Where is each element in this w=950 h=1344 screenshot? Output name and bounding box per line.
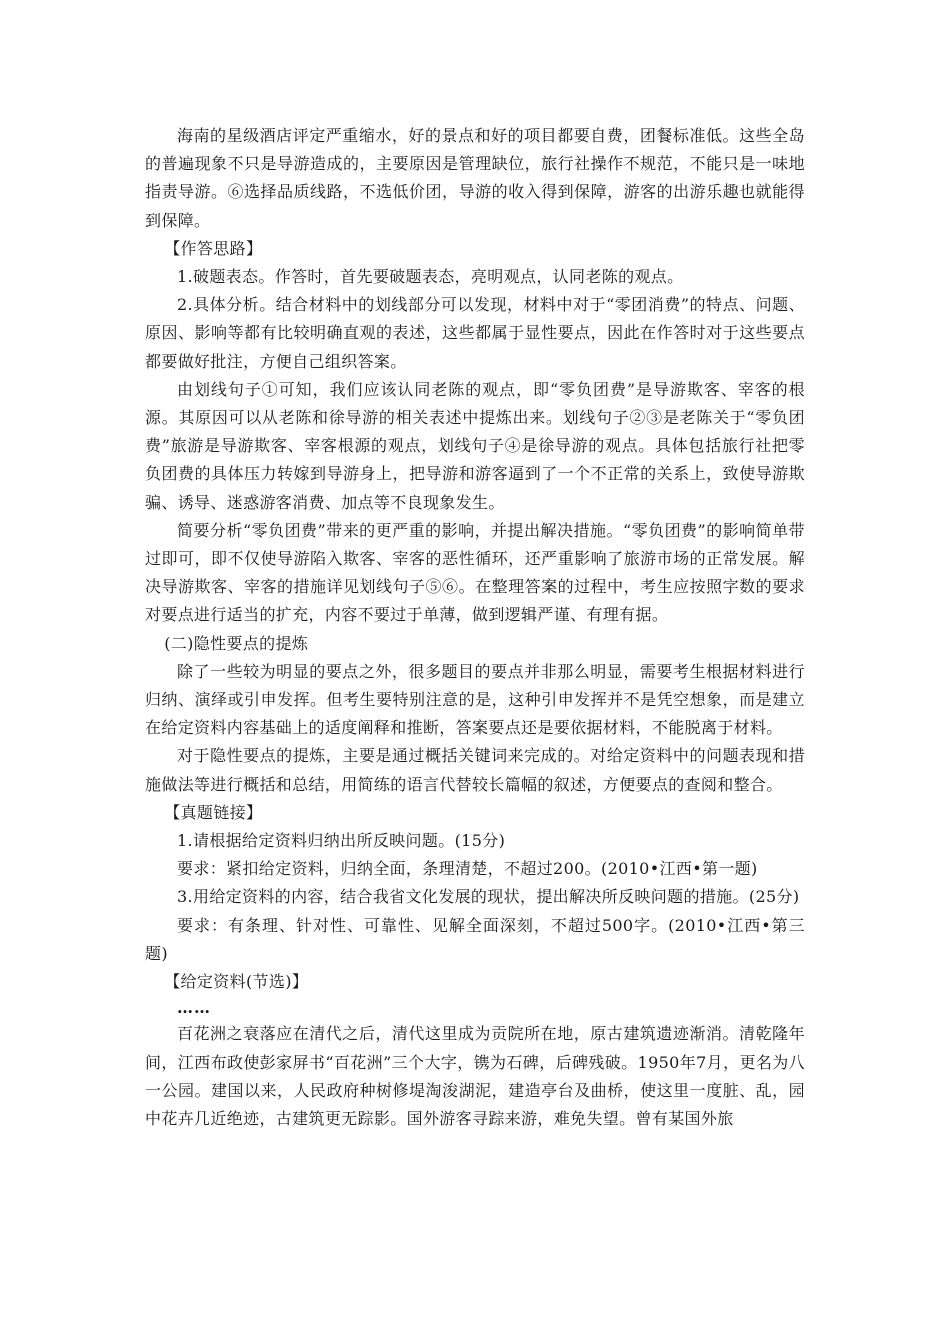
paragraph-step-1: 1.破题表态。作答时，首先要破题表态，亮明观点，认同老陈的观点。: [177, 267, 684, 287]
paragraph-step-2: 2.具体分析。结合材料中的划线部分可以发现，材料中对于“零团消费”的特点、问题、原因、影响等都有比较明确直观的表述，这些都属于显性要点，因此在作答时对于这些要点都要做好批注，方便自己组织答案。: [145, 295, 805, 371]
requirement-1: 要求：紧扣给定资料，归纳全面，条理清楚，不超过200。(2010•江西•第一题): [177, 859, 758, 879]
heading-given-material: 【给定资料(节选)】: [164, 972, 309, 992]
question-1: 1.请根据给定资料归纳出所反映问题。(15分): [177, 831, 506, 851]
paragraph-hainan-hotels: 海南的星级酒店评定严重缩水，好的景点和好的项目都要自费，团餐标准低。这些全岛的普遍现象不只是导游造成的，主要原因是管理缺位，旅行社操作不规范，不能只是一味地指责导游。⑥选择品质线路，不选低价团，导游的收入得到保障，游客的出游乐趣也就能得到保障。: [145, 126, 805, 230]
heading-exam-link: 【真题链接】: [164, 802, 263, 822]
heading-implicit-points: (二)隐性要点的提炼: [164, 633, 309, 653]
ellipsis-marker: ……: [177, 998, 211, 1018]
document-page: [145, 122, 805, 1133]
paragraph-underline-analysis: 由划线句子①可知，我们应该认同老陈的观点，即“零负团费”是导游欺客、宰客的根源。其原因可以从老陈和徐导游的相关表述中提炼出来。划线句子②③是老陈关于“零负团费”旅游是导游欺客、宰客根源的观点，划线句子④是徐导游的观点。具体包括旅行社把零负团费的具体压力转嫁到导游身上，把导游和游客逼到了一个不正常的关系上，致使导游欺骗、诱导、迷惑游客消费、加点等不良现象发生。: [145, 379, 805, 512]
paragraph-implicit-intro: 除了一些较为明显的要点之外，很多题目的要点并非那么明显，需要考生根据材料进行归纳、演绎或引申发挥。但考生要特别注意的是，这种引申发挥并不是凭空想象，而是建立在给定资料内容基础上的适度阐释和推断，答案要点还是要依据材料，不能脱离于材料。: [145, 661, 805, 738]
paragraph-baihuazhou: 百花洲之衰落应在清代之后，清代这里成为贡院所在地，原古建筑遗迹渐消。清乾隆年间，江西布政使彭家屏书“百花洲”三个大字，镌为石碑，后碑残破。1950年7月，更名为八一公园。建国以来，人民政府种树修堤淘浚湖泥，建造亭台及曲桥，使这里一度脏、乱，园中花卉几近绝迹，古建筑更无踪影。国外游客寻踪来游，难免失望。曾有某国外旅: [145, 1024, 805, 1128]
paragraph-impact-measures: 简要分析“零负团费”带来的更严重的影响，并提出解决措施。“零负团费”的影响简单带过即可，即不仅使导游陷入欺客、宰客的恶性循环，还严重影响了旅游市场的正常发展。解决导游欺客、宰客的措施详见划线句子⑤⑥。在整理答案的过程中，考生应按照字数的要求对要点进行适当的扩充，内容不要过于单薄，做到逻辑严谨、有理有据。: [145, 520, 805, 625]
question-3: 3.用给定资料的内容，结合我省文化发展的现状，提出解决所反映问题的措施。(25分): [177, 887, 800, 907]
requirement-3: 要求：有条理、针对性、可靠性、见解全面深刻，不超过500字。(2010•江西•第三题): [145, 915, 805, 963]
heading-answer-approach: 【作答思路】: [164, 238, 263, 258]
paragraph-implicit-method: 对于隐性要点的提炼，主要是通过概括关键词来完成的。对给定资料中的问题表现和措施做法等进行概括和总结，用简练的语言代替较长篇幅的叙述，方便要点的查阅和整合。: [145, 746, 805, 794]
